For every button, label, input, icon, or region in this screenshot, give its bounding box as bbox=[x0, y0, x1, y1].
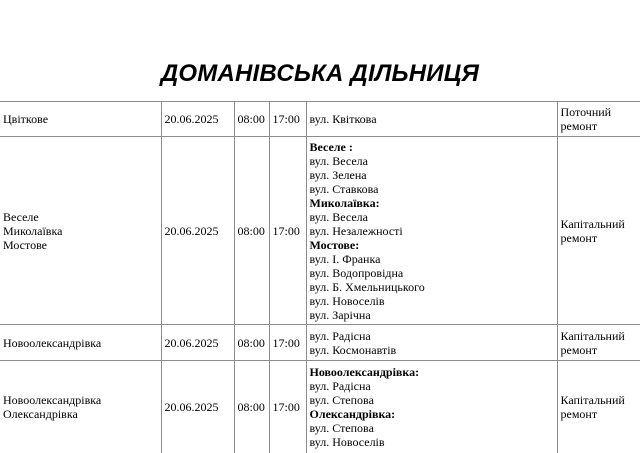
street-name: вул. Незалежності bbox=[309, 223, 403, 238]
street-name: вул. Степова bbox=[309, 421, 374, 435]
end-time-cell: 17:00 bbox=[269, 137, 306, 325]
date-cell: 20.06.2025 bbox=[161, 361, 234, 453]
locality-cell bbox=[0, 102, 161, 137]
streets-cell bbox=[306, 361, 557, 453]
locality-cell bbox=[0, 325, 161, 361]
start-time-cell: 08:00 bbox=[234, 102, 269, 137]
work-type-cell bbox=[557, 102, 640, 137]
street-name: вул. Радісна bbox=[309, 379, 371, 393]
street-group-heading: Веселе : bbox=[309, 139, 353, 154]
work-type-cell bbox=[557, 361, 640, 453]
date-cell: 20.06.2025 bbox=[161, 325, 234, 361]
street-name: вул. Новоселів bbox=[309, 435, 385, 449]
work-type-text: Капітальний bbox=[560, 393, 625, 407]
street-group-heading: Мостове: bbox=[309, 237, 360, 252]
locality-name: Веселе bbox=[3, 209, 39, 224]
streets-cell bbox=[306, 102, 557, 137]
locality-name: Новоолександрівка bbox=[3, 335, 102, 350]
date-cell: 20.06.2025 bbox=[161, 137, 234, 325]
street-name: вул. Ставкова bbox=[309, 181, 379, 196]
street-name: вул. Радісна bbox=[309, 328, 371, 343]
work-type-cell bbox=[557, 137, 640, 325]
street-name: вул. Космонавтів bbox=[309, 342, 397, 357]
locality-cell bbox=[0, 361, 161, 453]
end-time-cell: 17:00 bbox=[269, 325, 306, 361]
work-type-text: ремонт bbox=[560, 407, 598, 421]
end-time-cell: 17:00 bbox=[269, 361, 306, 453]
street-name: вул. І. Франка bbox=[309, 251, 381, 266]
street-name: вул. Новоселів bbox=[309, 293, 385, 308]
work-type-text: Поточний bbox=[560, 105, 612, 119]
street-name: вул. Весела bbox=[309, 209, 368, 224]
start-time-cell: 08:00 bbox=[234, 325, 269, 361]
table-row bbox=[0, 325, 640, 361]
work-type-text: ремонт bbox=[560, 342, 598, 357]
table-row bbox=[0, 137, 640, 325]
start-time-cell: 08:00 bbox=[234, 137, 269, 325]
locality-cell bbox=[0, 137, 161, 325]
street-group-heading: Новоолександрівка: bbox=[309, 365, 420, 379]
start-time-cell: 08:00 bbox=[234, 361, 269, 453]
streets-cell bbox=[306, 137, 557, 325]
street-name: вул. Весела bbox=[309, 153, 368, 168]
work-type-text: Капітальний bbox=[560, 328, 625, 343]
street-group-heading: Олександрівка: bbox=[309, 407, 396, 421]
street-name: вул. Зелена bbox=[309, 167, 367, 182]
outage-schedule-table bbox=[0, 101, 640, 453]
street-name: вул. Б. Хмельницького bbox=[309, 279, 425, 294]
page-title: ДОМАНІВСЬКА ДІЛЬНИЦЯ bbox=[160, 60, 480, 87]
work-type-cell bbox=[557, 325, 640, 361]
table-row bbox=[0, 102, 640, 137]
locality-name: Новоолександрівка bbox=[3, 393, 102, 407]
streets-cell bbox=[306, 325, 557, 361]
date-cell: 20.06.2025 bbox=[161, 102, 234, 137]
locality-name: Цвіткове bbox=[3, 112, 49, 126]
work-type-text: ремонт bbox=[560, 230, 598, 245]
street-name: вул. Квіткова bbox=[309, 112, 377, 126]
street-name: вул. Водопровідна bbox=[309, 265, 404, 280]
street-group-heading: Миколаївка: bbox=[309, 195, 380, 210]
end-time-cell: 17:00 bbox=[269, 102, 306, 137]
street-name: вул. Зарічна bbox=[309, 307, 371, 322]
work-type-text: Капітальний bbox=[560, 216, 625, 231]
table-row bbox=[0, 361, 640, 453]
locality-name: Миколаївка bbox=[3, 223, 63, 238]
work-type-text: ремонт bbox=[560, 119, 598, 133]
locality-name: Олександрівка bbox=[3, 407, 78, 421]
locality-name: Мостове bbox=[3, 237, 48, 252]
street-name: вул. Степова bbox=[309, 393, 374, 407]
